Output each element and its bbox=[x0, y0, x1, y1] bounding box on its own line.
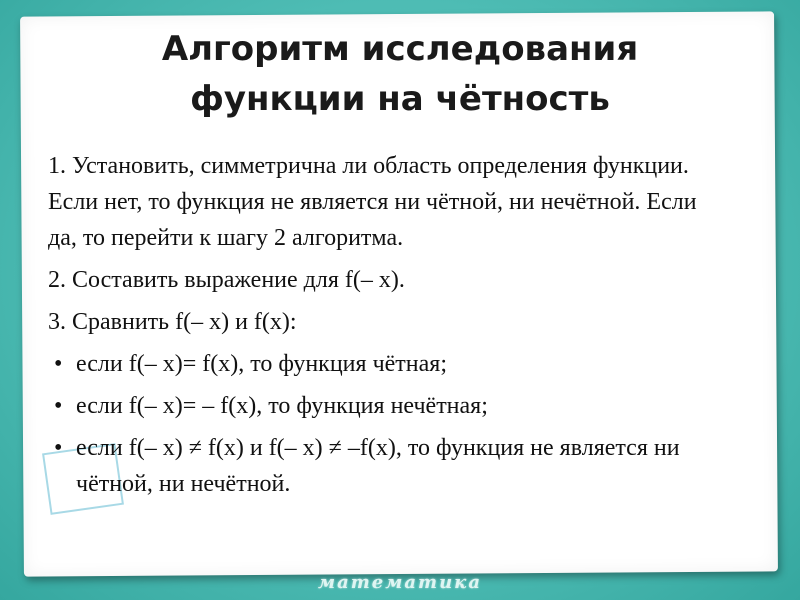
bullet-icon: • bbox=[54, 393, 63, 419]
condition-even: если f(– x)= f(x), то функция чётная; bbox=[76, 351, 447, 377]
title-line-1: Алгоритм исследования bbox=[161, 29, 639, 69]
step-3: 3. Сравнить f(– x) и f(x): bbox=[48, 309, 297, 335]
bullet-icon: • bbox=[54, 435, 63, 461]
title-line-2: функции на чётность bbox=[190, 79, 610, 119]
list-item bbox=[48, 430, 728, 502]
footer-watermark: математика bbox=[317, 572, 483, 593]
list-item bbox=[48, 388, 728, 424]
condition-list bbox=[48, 346, 728, 502]
step-2: 2. Составить выражение для f(– x). bbox=[48, 267, 405, 293]
bullet-icon: • bbox=[54, 351, 63, 377]
condition-neither: если f(– x) ≠ f(x) и f(– x) ≠ –f(x), то функция не является ни чётной, ни нечётной. bbox=[76, 435, 680, 497]
slide-title bbox=[0, 24, 800, 124]
condition-odd: если f(– x)= – f(x), то функция нечётная; bbox=[76, 393, 488, 419]
slide-content bbox=[48, 148, 728, 508]
list-item bbox=[48, 346, 728, 382]
step-1: 1. Установить, симметрична ли область определения функции. Если нет, то функция не является ни чётной, ни нечётной. Если да, то перейти к шагу 2 алгоритма. bbox=[48, 153, 697, 251]
